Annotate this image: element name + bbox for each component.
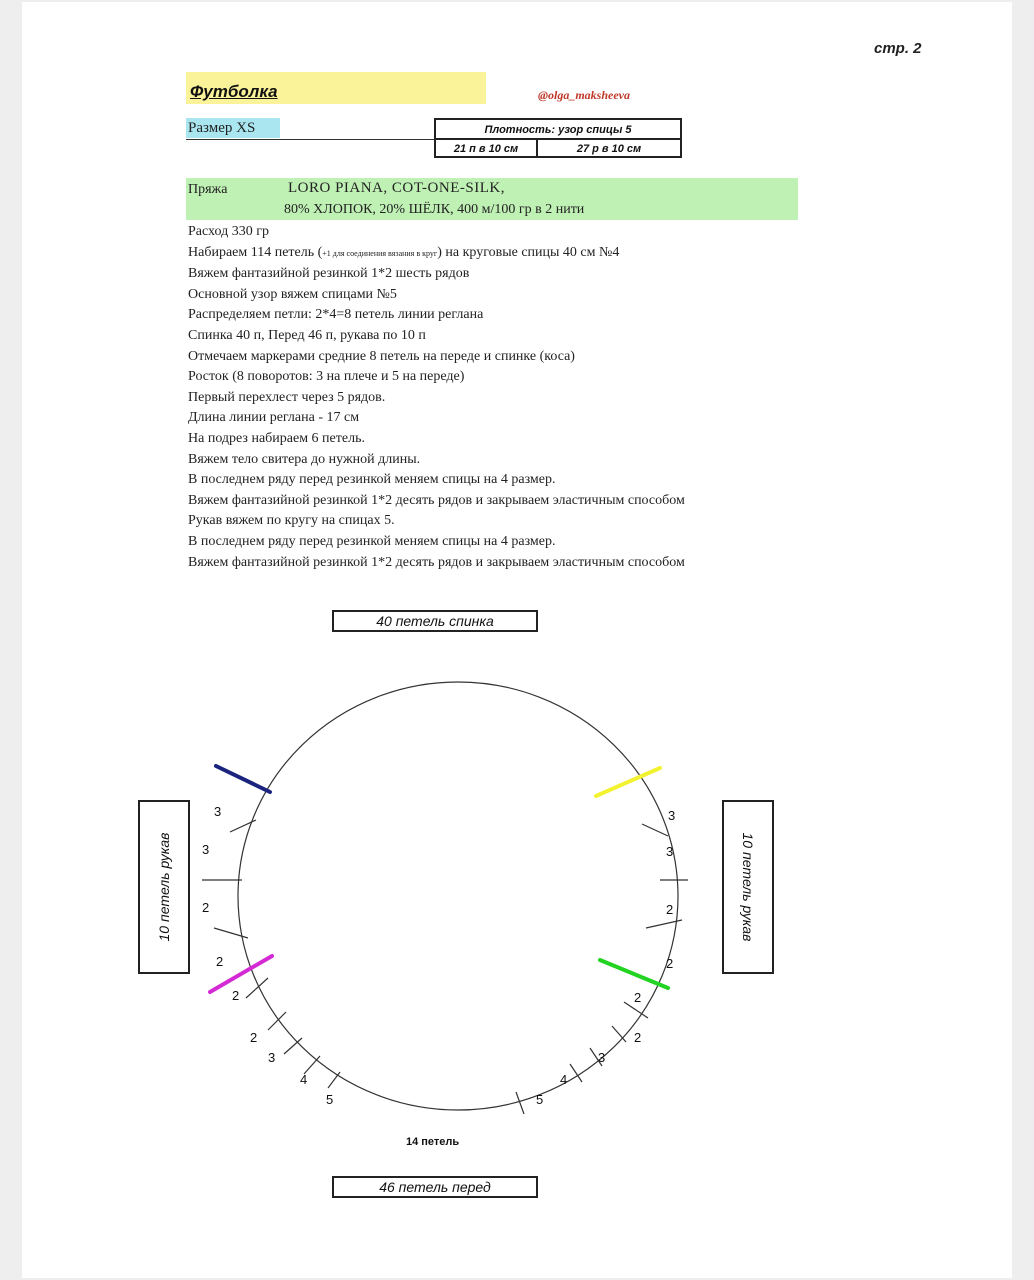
- back-label: 40 петель спинка: [332, 610, 538, 632]
- sleeve-label-left: [138, 800, 190, 974]
- instruction-line: Вяжем фантазийной резинкой 1*2 десять рядов и закрываем эластичным способом: [188, 554, 685, 570]
- yarn-label: Пряжа: [188, 182, 228, 197]
- front-stitch-count: 14 петель: [406, 1136, 460, 1148]
- stitch-count-number: 2: [250, 1030, 258, 1045]
- marker-right-bottom: [600, 960, 668, 988]
- instruction-line: Набираем 114 петель (+1 для соединения вязания в круг) на круговые спицы 40 см №4: [188, 244, 620, 260]
- stitch-count-number: 2: [634, 1030, 642, 1045]
- yarn-name: LORO PIANA, COT-ONE-SILK,: [288, 180, 505, 196]
- stitch-count-number: 4: [560, 1072, 568, 1087]
- stitch-count-number: 3: [666, 844, 674, 859]
- instruction-line: Росток (8 поворотов: 3 на плече и 5 на переде): [188, 369, 465, 385]
- stitch-count-number: 2: [216, 954, 224, 969]
- stitch-count-number: 4: [300, 1072, 308, 1087]
- raglan-diagram: [22, 2, 1012, 1278]
- stitch-count-number: 2: [232, 988, 240, 1003]
- left-numbers: [202, 804, 333, 1107]
- instruction-line: Рукав вяжем по кругу на спицах 5.: [188, 513, 395, 529]
- instruction-line: Спинка 40 п, Перед 46 п, рукава по 10 п: [188, 327, 426, 343]
- instruction-line: Вяжем фантазийной резинкой 1*2 десять рядов и закрываем эластичным способом: [188, 492, 685, 508]
- instruction-line: Вяжем тело свитера до нужной длины.: [188, 451, 421, 467]
- marker-left-top: [216, 766, 270, 792]
- pattern-page: [22, 2, 1012, 1278]
- stitch-count-number: 3: [202, 842, 210, 857]
- right-numbers: [536, 808, 675, 1107]
- stitch-tick: [284, 1038, 302, 1054]
- stitch-count-number: 5: [326, 1092, 334, 1107]
- pattern-title: Футболка: [190, 82, 278, 101]
- stitch-tick: [230, 820, 256, 832]
- stitch-count-number: 5: [536, 1092, 544, 1107]
- instruction-line: Длина линии реглана - 17 см: [188, 410, 360, 426]
- instruction-line: Отмечаем маркерами средние 8 петель на переде и спинке (коса): [188, 348, 575, 364]
- instruction-line: Основной узор вяжем спицами №5: [188, 286, 397, 302]
- stitch-tick: [328, 1072, 340, 1088]
- density-stitches: 21 п в 10 см: [436, 140, 538, 158]
- stitch-tick: [642, 824, 668, 836]
- sleeve-text-right: 10 петель рукав: [740, 832, 756, 942]
- page-number: стр. 2: [874, 40, 922, 57]
- instruction-line: Первый перехлест через 5 рядов.: [188, 389, 386, 405]
- stitch-count-number: 2: [634, 990, 642, 1005]
- stitch-count-number: 2: [666, 956, 674, 971]
- density-rows: 27 р в 10 см: [576, 143, 642, 155]
- stitch-count-number: 3: [268, 1050, 276, 1065]
- stitch-count-number: 2: [202, 900, 210, 915]
- yarn-composition: 80% ХЛОПОК, 20% ШЁЛК, 400 м/100 гр в 2 нити: [284, 202, 585, 217]
- stitch-count-number: 3: [214, 804, 222, 819]
- instruction-line: Расход 330 гр: [188, 224, 269, 239]
- stitch-tick: [516, 1092, 524, 1114]
- yoke-circle: [238, 682, 678, 1110]
- instruction-line: На подрез набираем 6 петель.: [188, 430, 365, 446]
- stitch-count-number: 3: [598, 1050, 606, 1065]
- cast-on-note: +1 для соединения вязания в круг: [322, 248, 438, 258]
- instruction-line: Вяжем фантазийной резинкой 1*2 шесть рядов: [188, 266, 470, 282]
- sleeve-text-left: 10 петель рукав: [156, 832, 172, 942]
- sleeve-label-right: [722, 800, 774, 974]
- instruction-line: В последнем ряду перед резинкой меняем спицы на 4 размер.: [188, 533, 556, 549]
- instruction-line: В последнем ряду перед резинкой меняем спицы на 4 размер.: [188, 472, 556, 488]
- author-handle: @olga_maksheeva: [538, 88, 630, 102]
- size-label: Размер XS: [188, 120, 256, 136]
- stitch-tick: [612, 1026, 626, 1042]
- stitch-count-number: 3: [668, 808, 676, 823]
- instruction-line: Распределяем петли: 2*4=8 петель линии реглана: [188, 307, 484, 323]
- stitch-tick: [246, 978, 268, 998]
- stitch-tick: [214, 928, 248, 938]
- front-label: 46 петель перед: [332, 1176, 538, 1198]
- stitch-count-number: 2: [666, 902, 674, 917]
- density-header: Плотность: узор спицы 5: [436, 120, 680, 140]
- stitch-tick: [268, 1012, 286, 1030]
